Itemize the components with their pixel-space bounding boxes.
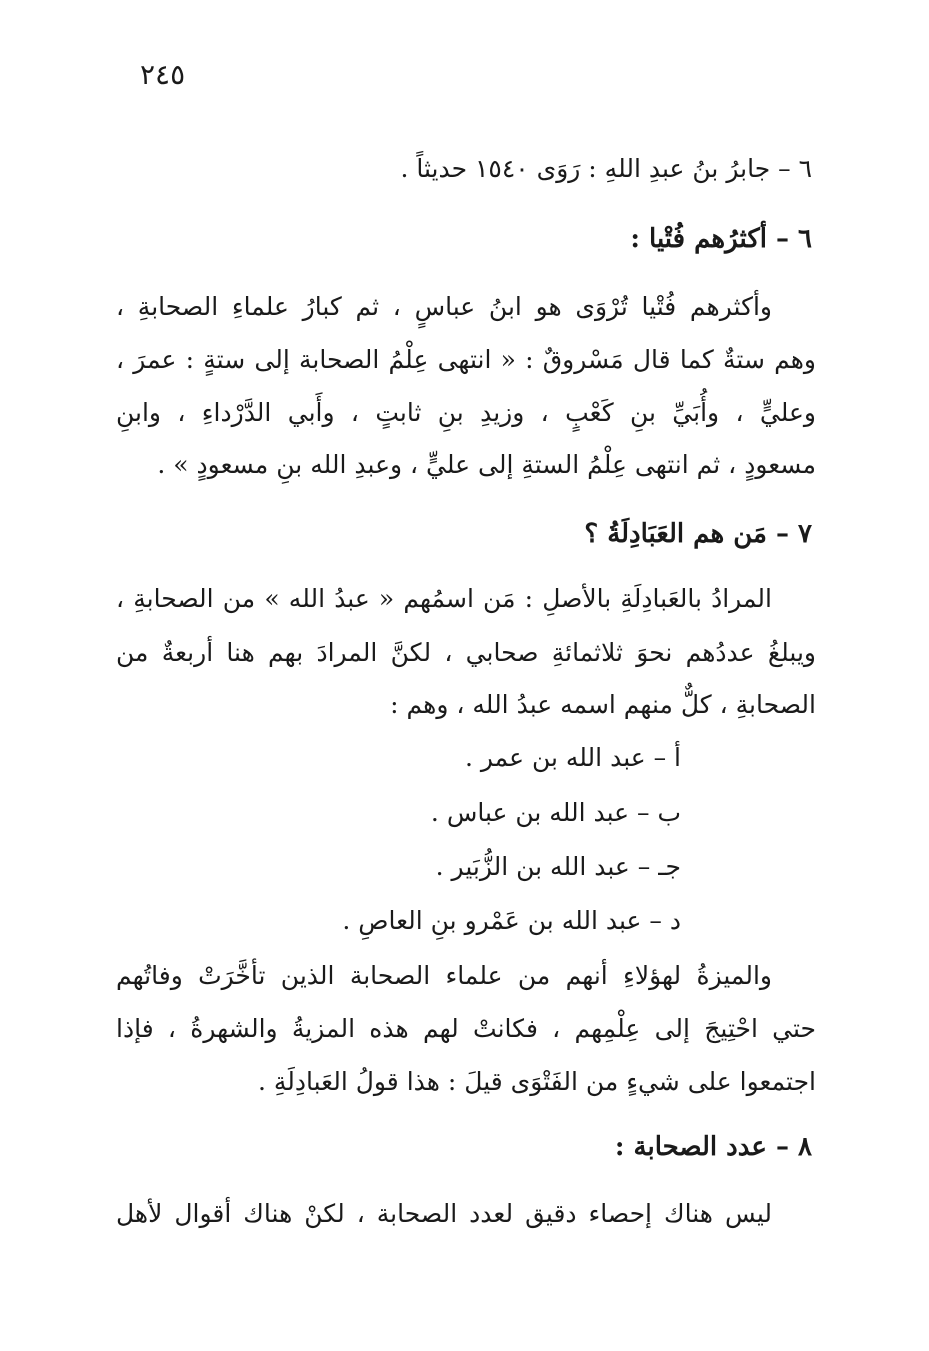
paragraph-line: المرادُ بالعَبادِلَةِ بالأصلِ : مَن اسمُهم « عبدُ الله » من الصحابةِ ،: [116, 584, 772, 613]
paragraph-line: اجتمعوا على شيءٍ من الفَتْوَى قيلَ : هذا قولُ العَبادِلَةِ .: [257, 1067, 816, 1096]
paragraph-line: الصحابةِ ، كلٌّ منهم اسمه عبدُ الله ، وهم :: [390, 690, 816, 719]
paragraph-line: وهم ستةٌ كما قال مَسْروقٌ : « انتهى عِلْمُ الصحابة إلى ستةٍ : عمرَ ،: [116, 345, 816, 374]
section-7-heading: ٧ – مَن هم العَبَادِلَةُ ؟: [584, 519, 812, 549]
paragraph-line: وأكثرهم فُتْيا تُرْوَى هو ابنُ عباسٍ ، ثم كبارُ علماءِ الصحابةِ ،: [116, 292, 772, 321]
paragraph-line: مسعودٍ ، ثم انتهى عِلْمُ الستةِ إلى عليٍّ ، وعبدِ الله بنِ مسعودٍ » .: [157, 450, 816, 479]
list-item: جـ – عبد الله بن الزُّبَير .: [435, 852, 681, 881]
paragraph-line: والميزةُ لهؤلاءِ أنهم من علماء الصحابة الذين تأخَّرَتْ وفاتُهم: [116, 961, 772, 990]
item-6-jabir: ٦ – جابرُ بنُ عبدِ اللهِ : رَوَى ١٥٤٠ حديثاً .: [400, 154, 812, 183]
paragraph-line: وعليٍّ ، وأُبَيِّ بنِ كَعْبٍ ، وزيدِ بنِ ثابتٍ ، وأَبي الدَّرْداءِ ، وابنِ: [116, 398, 816, 427]
paragraph-line: حتي احْتِيجَ إلى عِلْمِهم ، فكانتْ لهم هذه المزيةُ والشهرةُ ، فإذا: [116, 1014, 816, 1043]
list-item: د – عبد الله بن عَمْرو بنِ العاصِ .: [342, 906, 681, 935]
page-number: ٢٤٥: [140, 58, 186, 91]
paragraph-line: ويبلغُ عددُهم نحوَ ثلاثمائةِ صحابي ، لكنَّ المرادَ بهم هنا أربعةٌ من: [116, 638, 816, 667]
list-item: ب – عبد الله بن عباس .: [430, 798, 681, 827]
section-8-heading: ٨ – عدد الصحابة :: [614, 1132, 812, 1162]
section-6-heading: ٦ – أكثرُهم فُتْيا :: [630, 224, 812, 254]
list-item: أ – عبد الله بن عمر .: [464, 743, 681, 772]
paragraph-line: ليس هناك إحصاء دقيق لعدد الصحابة ، لكنْ هناك أقوال لأهل: [116, 1199, 772, 1228]
